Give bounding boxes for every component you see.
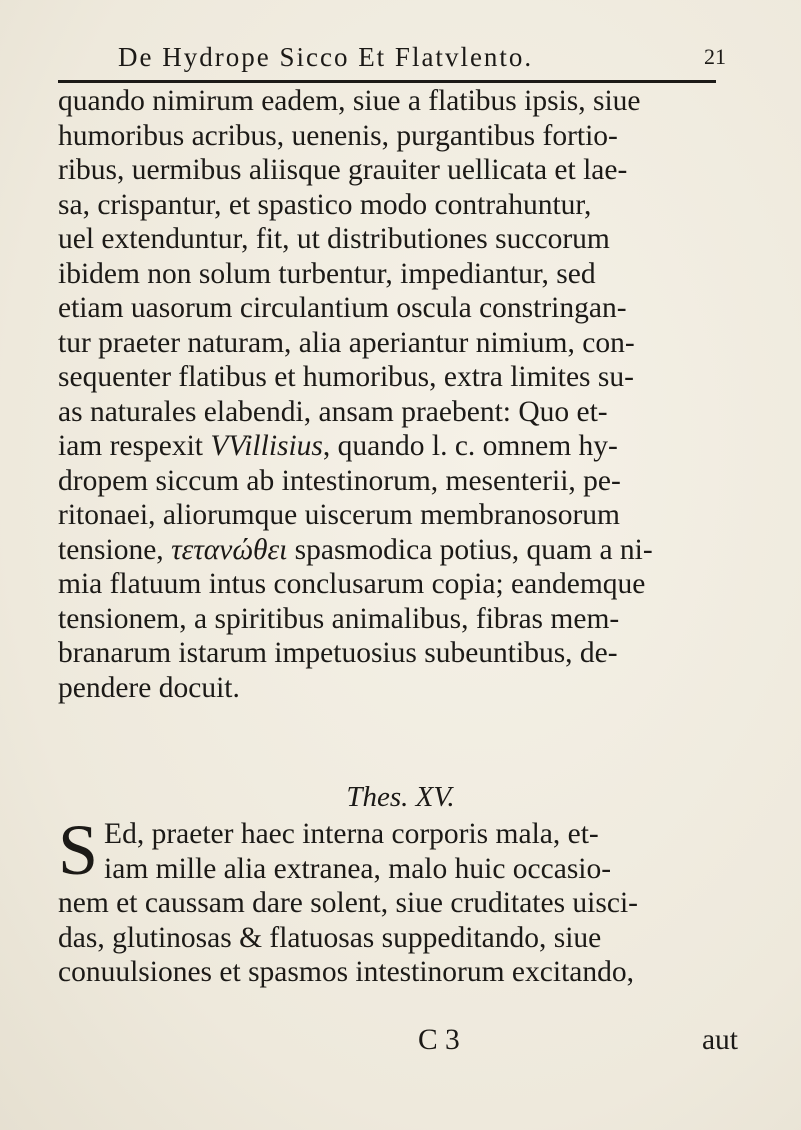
running-head xyxy=(118,38,726,78)
paragraph-2 xyxy=(58,810,738,990)
text-line: nem et caussam dare solent, siue cruditates uisci- xyxy=(58,887,638,919)
text-line xyxy=(58,429,738,464)
greek-word: τετανώθει xyxy=(171,533,288,566)
author-name: VVillisius xyxy=(210,430,323,462)
paragraph-1 xyxy=(58,84,738,705)
text-line: pendere docuit. xyxy=(58,671,240,704)
text-line: as naturales elabendi, ansam praebent: Quo et- xyxy=(58,395,608,428)
text-line: quando nimirum eadem, siue a flatibus ipsis, siue xyxy=(58,85,641,117)
text-fragment: tensione, xyxy=(58,533,172,566)
drop-cap: S xyxy=(58,810,99,890)
page-number: 21 xyxy=(704,44,726,69)
text-fragment: , quando l. c. omnem hy- xyxy=(322,430,618,462)
text-line: sequenter flatibus et humoribus, extra limites su- xyxy=(58,361,634,393)
text-line: tur praeter naturam, alia aperiantur nimium, con- xyxy=(58,326,635,359)
signature-mark: C 3 xyxy=(418,1024,460,1056)
text-line: das, glutinosas & flatuosas suppeditando, siue xyxy=(58,921,602,954)
text-line: ibidem non solum turbentur, impediantur, sed xyxy=(58,257,596,290)
text-fragment: iam respexit xyxy=(58,430,211,462)
text-line: Ed, praeter haec interna corporis mala, et- xyxy=(104,818,599,850)
text-line: ribus, uermibus aliisque grauiter uellicata et lae- xyxy=(58,154,628,186)
text-line xyxy=(58,533,738,568)
text-line: tensionem, a spiritibus animalibus, fibras mem- xyxy=(58,602,620,635)
text-line: mia flatuum intus conclusarum copia; eandemque xyxy=(58,568,646,600)
text-line: branarum istarum impetuosius subeuntibus, de- xyxy=(58,637,618,669)
text-line: uel extenduntur, fit, ut distributiones succorum xyxy=(58,223,610,255)
catchword: aut xyxy=(701,1024,738,1056)
running-title: De Hydrope Sicco Et Flatvlento. xyxy=(118,42,534,72)
text-line: humoribus acribus, uenenis, purgantibus fortio- xyxy=(58,119,618,152)
page-footer xyxy=(58,1024,738,1064)
section-heading: Thes. XV. xyxy=(346,781,455,813)
text-line: dropem siccum ab intestinorum, mesenterii, pe- xyxy=(58,464,621,497)
text-line: iam mille alia extranea, malo huic occasio- xyxy=(104,852,612,885)
text-fragment: spasmodica potius, quam a ni- xyxy=(287,533,653,566)
text-line: etiam uasorum circulantium oscula constringan- xyxy=(58,292,627,324)
header-rule xyxy=(58,80,716,83)
text-line: ritonaei, aliorumque uiscerum membranosorum xyxy=(58,499,620,531)
text-line: sa, crispantur, et spastico modo contrahuntur, xyxy=(58,188,592,221)
text-line: conuulsiones et spasmos intestinorum excitando, xyxy=(58,956,634,988)
